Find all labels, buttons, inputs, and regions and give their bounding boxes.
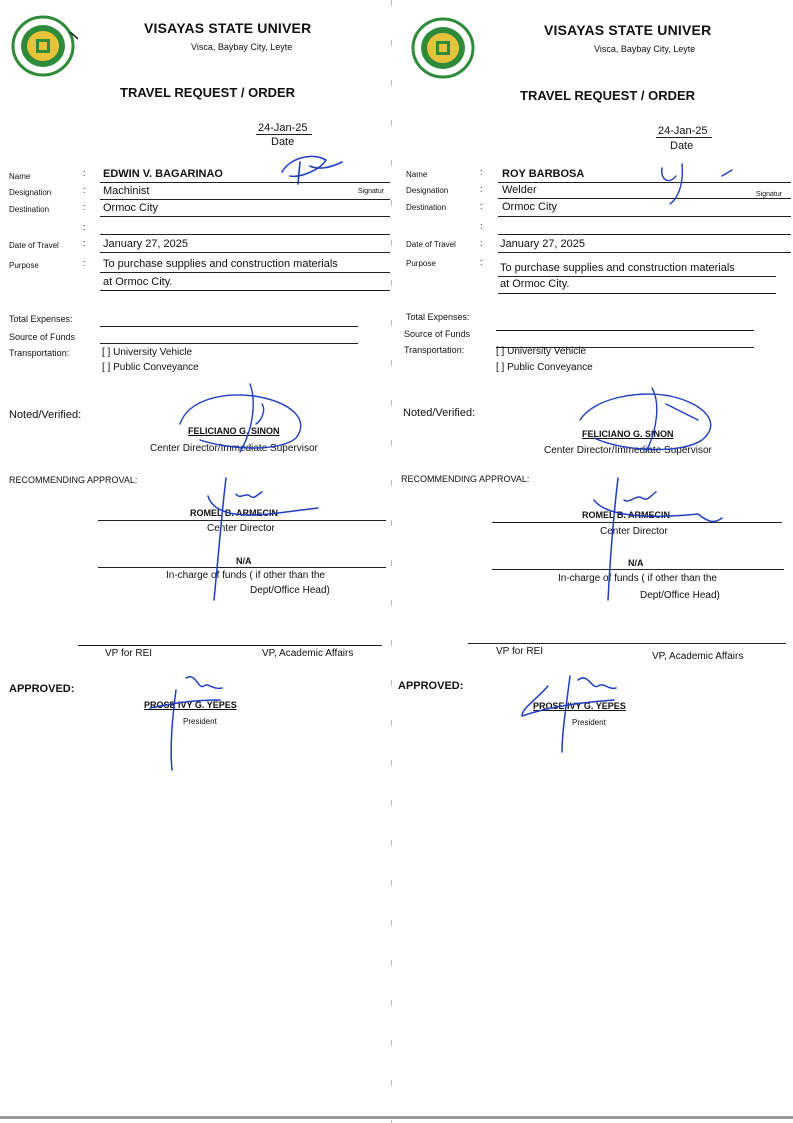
recommending-name: ROMEL B. ARMECIN [582,510,671,520]
colon: : [480,221,483,231]
na-value: N/A [236,556,252,566]
vp-academic-affairs-label: VP, Academic Affairs [262,648,354,659]
source-of-funds-label: Source of Funds [404,329,471,339]
form-title: TRAVEL REQUEST / ORDER [520,88,696,103]
vp-rei-label: VP for REI [105,648,153,659]
date-of-travel-value: January 27, 2025 [103,238,189,250]
transportation-label: Transportation: [404,345,465,355]
destination-value: Ormoc City [103,202,158,214]
recommending-approval-label: RECOMMENDING APPROVAL: [401,474,530,484]
handwritten-signatures [0,0,396,800]
colon: : [83,202,86,212]
source-of-funds-label: Source of Funds [9,332,76,342]
colon: : [83,238,86,248]
colon: : [480,201,483,211]
designation-label: Designation [9,188,52,197]
funds-incharge-line-2: Dept/Office Head) [250,585,330,596]
university-address: Visca, Baybay City, Leyte [191,42,293,52]
colon: : [480,238,483,248]
designation-value: Welder [502,184,537,196]
purpose-line-1: To purchase supplies and construction materials [103,258,338,270]
president-title: President [183,717,217,726]
total-expenses-label: Total Expenses: [406,312,470,322]
date-of-travel-value: January 27, 2025 [500,238,586,250]
noted-verified-label: Noted/Verified: [9,409,82,421]
name-value: EDWIN V. BAGARINAO [103,168,223,180]
destination-label: Destination [9,205,50,214]
transport-option-university-vehicle: [ ] University Vehicle [102,347,193,358]
funds-incharge-line-1: In-charge of funds ( if other than the [558,573,717,584]
destination-label: Destination [406,203,447,212]
na-value: N/A [628,558,644,568]
colon: : [83,222,86,232]
designation-value: Machinist [103,185,150,197]
name-value: ROY BARBOSA [502,168,585,180]
colon: : [83,258,86,268]
travel-request-form-left [0,0,396,1123]
noted-by-title: Center Director/Immediate Supervisor [150,443,318,454]
colon: : [83,168,86,178]
funds-incharge-line-2: Dept/Office Head) [640,590,720,601]
colon: : [480,184,483,194]
purpose-label: Purpose [9,261,39,270]
purpose-line-1: To purchase supplies and construction materials [500,262,735,274]
travel-request-form-right [398,0,793,1123]
request-date-value: 24-Jan-25 [258,122,308,134]
university-name: VISAYAS STATE UNIVER [544,22,712,38]
vp-academic-affairs-label: VP, Academic Affairs [652,651,744,662]
name-label: Name [406,170,428,179]
date-of-travel-label: Date of Travel [406,240,456,249]
university-seal-icon [408,16,478,80]
total-expenses-label: Total Expenses: [9,314,73,324]
university-address: Visca, Baybay City, Leyte [594,44,696,54]
purpose-line-2: at Ormoc City. [500,278,570,290]
funds-incharge-line-1: In-charge of funds ( if other than the [166,570,325,581]
transport-option-university-vehicle: [ ] University Vehicle [496,346,587,357]
date-of-travel-label: Date of Travel [9,241,59,250]
purpose-line-2: at Ormoc City. [103,276,173,288]
president-name: PROSE IVY G. YEPES [533,701,626,711]
recommending-title: Center Director [600,526,668,537]
request-date-value: 24-Jan-25 [658,125,708,137]
request-date-label: Date [271,136,295,148]
noted-by-name: FELICIANO G. SINON [188,426,280,436]
colon: : [83,185,86,195]
designation-label: Designation [406,186,449,195]
purpose-label: Purpose [406,259,436,268]
signature-label: Signatur [358,188,385,195]
transportation-label: Transportation: [9,348,70,358]
recommending-title: Center Director [207,523,275,534]
destination-value: Ormoc City [502,201,557,213]
request-date-label: Date [670,140,694,152]
signature-label: Signatur [756,191,783,198]
transport-option-public-conveyance: [ ] Public Conveyance [496,362,593,373]
president-title: President [572,718,606,727]
vp-rei-label: VP for REI [496,646,544,657]
noted-verified-label: Noted/Verified: [403,407,476,419]
recommending-approval-label: RECOMMENDING APPROVAL: [9,475,138,485]
colon: : [480,257,483,267]
transport-option-public-conveyance: [ ] Public Conveyance [102,362,199,373]
university-name: VISAYAS STATE UNIVER [144,20,312,36]
colon: : [480,167,483,177]
name-label: Name [9,172,31,181]
president-name: PROSE IVY G. YEPES [144,700,237,710]
approved-label: APPROVED: [398,680,464,692]
recommending-name: ROMEL B. ARMECIN [190,508,279,518]
university-seal-icon [8,14,78,78]
form-title: TRAVEL REQUEST / ORDER [120,85,296,100]
approved-label: APPROVED: [9,683,75,695]
noted-by-title: Center Director/Immediate Supervisor [544,445,712,456]
noted-by-name: FELICIANO G. SINON [582,429,674,439]
